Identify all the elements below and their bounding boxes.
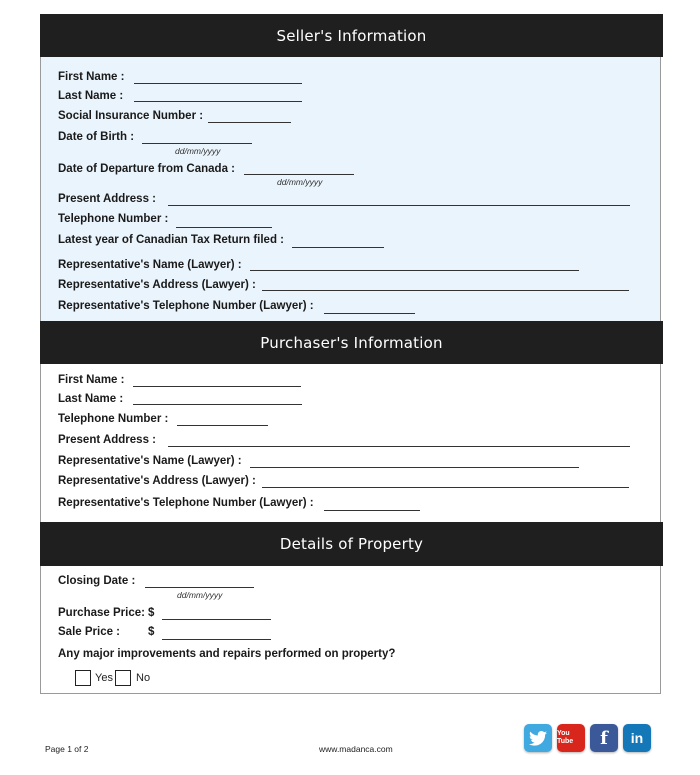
closing-date-label: Closing Date :	[58, 575, 136, 587]
yes-checkbox-label: Yes	[95, 672, 113, 684]
seller-address-field[interactable]	[168, 205, 630, 206]
purchase-price-field[interactable]	[162, 619, 271, 620]
purchaser-section-title: Purchaser's Information	[260, 333, 443, 352]
purchaser-rep-address-label: Representative's Address (Lawyer) :	[58, 475, 256, 487]
seller-rep-name-field[interactable]	[250, 270, 579, 271]
no-checkbox-label: No	[136, 672, 151, 684]
twitter-icon[interactable]	[524, 724, 552, 752]
facebook-icon[interactable]	[590, 724, 618, 752]
purchaser-phone-label: Telephone Number :	[58, 413, 169, 425]
seller-rep-phone-label: Representative's Telephone Number (Lawyer) :	[58, 300, 314, 312]
seller-sin-label: Social Insurance Number :	[58, 110, 204, 122]
purchaser-rep-name-label: Representative's Name (Lawyer) :	[58, 455, 242, 467]
seller-last-name-label: Last Name :	[58, 90, 124, 102]
seller-first-name-label: First Name :	[58, 71, 125, 83]
no-checkbox[interactable]	[115, 670, 131, 686]
seller-departure-field[interactable]	[244, 174, 354, 175]
purchaser-first-name-field[interactable]	[133, 386, 301, 387]
seller-last-name-field[interactable]	[134, 101, 302, 102]
seller-phone-label: Telephone Number :	[58, 213, 169, 225]
seller-rep-address-field[interactable]	[262, 290, 629, 291]
form-frame	[40, 14, 661, 694]
linkedin-icon[interactable]	[623, 724, 651, 752]
seller-dob-field[interactable]	[142, 143, 252, 144]
seller-phone-field[interactable]	[176, 227, 272, 228]
property-section-header	[40, 522, 663, 566]
seller-rep-phone-field[interactable]	[324, 313, 415, 314]
purchaser-rep-name-field[interactable]	[250, 467, 579, 468]
linkedin-icon-glyph: in	[630, 730, 644, 746]
twitter-bird-icon	[529, 731, 547, 746]
seller-sin-field[interactable]	[208, 122, 291, 123]
purchase-price-label: Purchase Price:	[58, 607, 145, 619]
page-number: Page 1 of 2	[45, 744, 89, 754]
seller-dob-format-hint: dd/mm/yyyy	[175, 146, 221, 156]
improvements-question: Any major improvements and repairs performed on property?	[58, 648, 396, 660]
purchaser-phone-field[interactable]	[177, 425, 268, 426]
seller-departure-format-hint: dd/mm/yyyy	[277, 177, 323, 187]
seller-dob-label: Date of Birth :	[58, 131, 135, 143]
purchaser-rep-phone-label: Representative's Telephone Number (Lawyer) :	[58, 497, 314, 509]
purchaser-last-name-label: Last Name :	[58, 393, 124, 405]
website-link[interactable]: www.madanca.com	[319, 744, 393, 754]
purchaser-last-name-field[interactable]	[133, 404, 302, 405]
seller-section-header	[40, 14, 663, 57]
purchase-price-currency: $	[148, 607, 155, 619]
seller-first-name-field[interactable]	[134, 83, 302, 84]
seller-address-label: Present Address :	[58, 193, 156, 205]
purchaser-address-field[interactable]	[168, 446, 630, 447]
yes-checkbox[interactable]	[75, 670, 91, 686]
seller-rep-name-label: Representative's Name (Lawyer) :	[58, 259, 242, 271]
seller-tax-year-field[interactable]	[292, 247, 384, 248]
seller-departure-label: Date of Departure from Canada :	[58, 163, 236, 175]
facebook-icon-glyph: f	[600, 727, 608, 749]
purchaser-first-name-label: First Name :	[58, 374, 125, 386]
purchaser-section-header	[40, 321, 663, 364]
sale-price-label: Sale Price :	[58, 626, 121, 638]
sale-price-currency: $	[148, 626, 155, 638]
purchaser-address-label: Present Address :	[58, 434, 156, 446]
seller-rep-address-label: Representative's Address (Lawyer) :	[58, 279, 256, 291]
closing-date-field[interactable]	[145, 587, 254, 588]
youtube-icon-text: You Tube	[557, 730, 574, 745]
sale-price-field[interactable]	[162, 639, 271, 640]
youtube-icon[interactable]	[557, 724, 585, 752]
property-section-title: Details of Property	[279, 535, 424, 553]
seller-section-title: Seller's Information	[276, 26, 427, 45]
purchaser-rep-phone-field[interactable]	[324, 510, 420, 511]
purchaser-rep-address-field[interactable]	[262, 487, 629, 488]
closing-date-format-hint: dd/mm/yyyy	[177, 590, 223, 600]
seller-tax-year-label: Latest year of Canadian Tax Return filed :	[58, 234, 285, 246]
